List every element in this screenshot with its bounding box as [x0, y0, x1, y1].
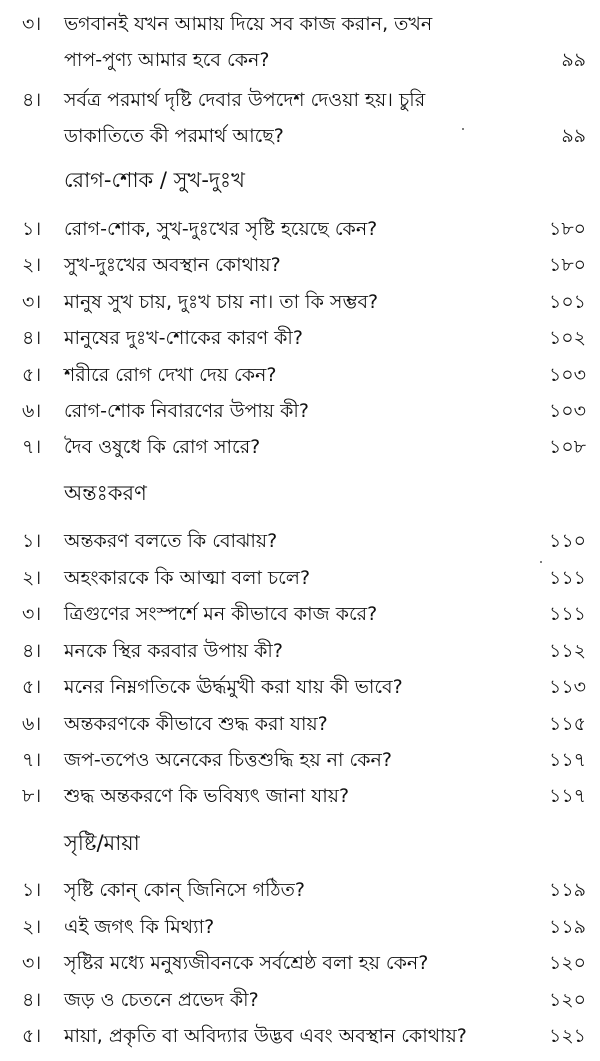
- item-question: শুদ্ধ অন্তকরণে কি ভবিষ্যৎ জানা যায়?: [64, 785, 350, 807]
- item-question: সৃষ্টির মধ্যে মনুষ্যজীবনকে সর্বশ্রেষ্ঠ বলা হয় কেন?: [64, 952, 429, 974]
- item-question: সৃষ্টি কোন্ কোন্ জিনিসে গঠিত?: [64, 879, 306, 901]
- item-question: জপ-তপেও অনেকের চিত্তশুদ্ধি হয় না কেন?: [64, 749, 392, 771]
- section-heading: অন্তঃকরণ: [64, 481, 147, 505]
- item-number: ৪।: [22, 640, 42, 662]
- item-number: ৫।: [22, 676, 42, 698]
- item-number: ৫।: [22, 1025, 42, 1047]
- item-question: মানুষের দুঃখ-শোকের কারণ কী?: [64, 327, 303, 349]
- page-number: ১২০: [548, 989, 586, 1011]
- item-question: দৈব ওষুধে কি রোগ সারে?: [64, 436, 261, 458]
- page-number: ১১৭: [548, 785, 586, 807]
- section-heading: সৃষ্টি/মায়া: [64, 831, 140, 855]
- page-number: ১২০: [548, 952, 586, 974]
- item-number: ৭।: [22, 749, 42, 771]
- item-number: ২।: [22, 254, 42, 276]
- item-question: শরীরে রোগ দেখা দেয় কেন?: [64, 364, 277, 386]
- section-heading: রোগ-শোক / সুখ-দুঃখ: [64, 168, 245, 192]
- item-number: ৪।: [22, 989, 42, 1011]
- item-question: মায়া, প্রকৃতি বা অবিদ্যার উদ্ভব এবং অবস্থান কোথায়?: [64, 1025, 467, 1047]
- item-question: রোগ-শোক, সুখ-দুঃখের সৃষ্টি হয়েছে কেন?: [64, 218, 378, 240]
- page-number: ৯৯: [561, 49, 586, 71]
- page-number: ১১১: [549, 603, 586, 625]
- page-number: ১১৭: [548, 749, 586, 771]
- item-number: ৫।: [22, 364, 42, 386]
- item-question: এই জগৎ কি মিথ্যা?: [64, 916, 215, 938]
- page-number: ১০৩: [548, 400, 586, 422]
- item-question: অন্তকরণ বলতে কি বোঝায়?: [64, 530, 278, 552]
- page-number: ১১০: [548, 530, 586, 552]
- item-number: ২।: [22, 916, 42, 938]
- item-number: ১।: [22, 530, 42, 552]
- item-question: অন্তকরণকে কীভাবে শুদ্ধ করা যায়?: [64, 713, 328, 735]
- page-number: ১৮০: [548, 218, 586, 240]
- page-number: ১০৩: [548, 364, 586, 386]
- item-number: ৬।: [22, 713, 42, 735]
- page-number: ১১৯: [549, 916, 586, 938]
- item-number: ১।: [22, 218, 42, 240]
- item-number: ৭।: [22, 436, 42, 458]
- page-number: ১০৮: [548, 436, 586, 458]
- item-number: ৩।: [22, 603, 42, 625]
- scan-speck: [462, 128, 464, 130]
- page-number: ৯৯: [561, 125, 586, 147]
- page-number: ১৮০: [548, 254, 586, 276]
- page-number: ১১৯: [549, 879, 586, 901]
- page-number: ১০১: [548, 291, 586, 313]
- item-question: সুখ-দুঃখের অবস্থান কোথায়?: [64, 254, 281, 276]
- item-question: মানুষ সুখ চায়, দুঃখ চায় না। তা কি সম্ভব?: [64, 291, 379, 313]
- page-number: ১২১: [548, 1025, 586, 1047]
- item-number: ৩।: [22, 952, 42, 974]
- item-question: জড় ও চেতনে প্রভেদ কী?: [64, 989, 259, 1011]
- item-number: ৪।: [22, 89, 42, 111]
- page-number: ১১২: [548, 640, 586, 662]
- item-question: অহংকারকে কি আত্মা বলা চলে?: [64, 567, 311, 589]
- item-number: ১।: [22, 879, 42, 901]
- item-number: ৮।: [22, 785, 42, 807]
- item-question: মনকে স্থির করবার উপায় কী?: [64, 640, 283, 662]
- page-number: ১১৩: [548, 676, 586, 698]
- item-number: ৩।: [22, 13, 42, 35]
- item-number: ৩।: [22, 291, 42, 313]
- item-question: রোগ-শোক নিবারণের উপায় কী?: [64, 400, 309, 422]
- item-number: ৪।: [22, 327, 42, 349]
- page-number: ১০২: [548, 327, 586, 349]
- item-question: ত্রিগুণের সংস্পর্শে মন কীভাবে কাজ করে?: [64, 603, 378, 625]
- item-question: ডাকাতিতে কী পরমার্থ আছে?: [64, 125, 284, 147]
- item-question: মনের নিম্নগতিকে ঊর্দ্ধমুখী করা যায় কী ভাবে?: [64, 676, 403, 698]
- item-number: ৬।: [22, 400, 42, 422]
- scan-speck: [540, 561, 542, 563]
- page-number: ১১৫: [549, 713, 586, 735]
- item-question: পাপ-পুণ্য আমার হবে কেন?: [64, 49, 270, 71]
- item-question: সর্বত্র পরমার্থ দৃষ্টি দেবার উপদেশ দেওয়া হয়। চুরি: [64, 89, 426, 111]
- item-number: ২।: [22, 567, 42, 589]
- page-number: ১১১: [549, 567, 586, 589]
- item-question: ভগবানই যখন আমায় দিয়ে সব কাজ করান, তখন: [64, 13, 433, 35]
